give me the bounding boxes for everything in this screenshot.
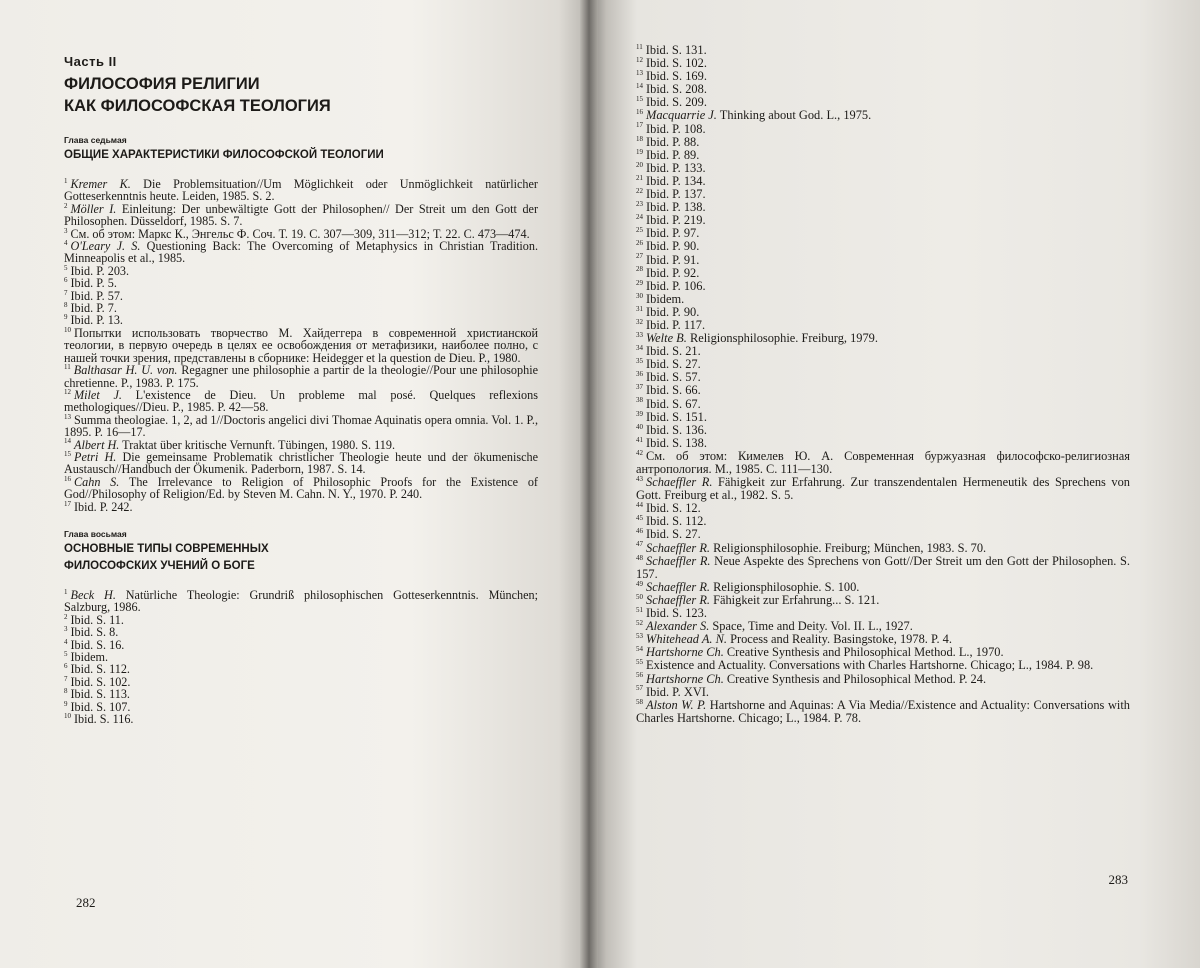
footnote-text: Hartshorne and Aquinas: A Via Media//Existence and Actuality: Conversations with Charles Hartshorne. Chicago; L., 1984. P. 78.: [636, 697, 1130, 725]
footnote: [636, 424, 1130, 437]
footnote: [636, 44, 1130, 57]
footnote-number: 23: [636, 200, 643, 208]
footnote-text: Ibid. S. 131.: [645, 43, 707, 57]
footnote-number: 4: [64, 637, 68, 646]
footnote-author: Beck H.: [70, 587, 116, 602]
footnote-number: 14: [636, 82, 643, 91]
footnote: [636, 411, 1130, 424]
footnote-text: Ibid. P. 57.: [70, 288, 123, 303]
footnote: [64, 389, 538, 414]
footnote-number: 37: [636, 383, 643, 392]
footnote-author: Albert H.: [74, 437, 120, 452]
footnote-text: Ibid. S. 57.: [646, 370, 701, 385]
footnote-number: 21: [636, 173, 643, 182]
footnote-text: Ibid. S. 102.: [70, 674, 131, 689]
footnote-text: Ibid. S. 123.: [646, 606, 707, 621]
footnote-text: Creative Synthesis and Philosophical Method. P. 24.: [723, 671, 987, 686]
footnote-text: Ibid. S. 151.: [646, 409, 707, 424]
footnote: [64, 290, 538, 302]
footnote-author: Möller I.: [70, 201, 117, 216]
footnote: [636, 254, 1130, 267]
footnote: [636, 162, 1130, 175]
footnote-text: Ibid. P. 134.: [646, 173, 706, 188]
footnote-number: 2: [64, 201, 68, 210]
footnote-text: Ibid. S. 27.: [646, 527, 701, 542]
footnote: [64, 451, 538, 476]
footnote-number: 16: [64, 474, 71, 483]
footnote: [636, 214, 1130, 227]
footnote-number: 34: [636, 344, 643, 353]
footnote-text: Ibid. S. 112.: [70, 662, 130, 677]
footnote-author: Schaeffler R.: [646, 579, 710, 594]
footnote-number: 9: [64, 313, 68, 322]
footnote-text: Ibid. S. 27.: [646, 357, 701, 372]
footnote-text: Ibid. P. 133.: [646, 160, 706, 175]
footnote: [636, 293, 1130, 306]
footnote-text: Space, Time and Deity. Vol. II. L., 1927.: [709, 619, 913, 634]
footnote-text: Traktat über kritische Vernunft. Tübingen, 1980. S. 119.: [119, 437, 396, 452]
footnote-number: 53: [636, 632, 643, 641]
footnote-text: Ibid. P. 90.: [646, 239, 700, 254]
footnote-author: Hartshorne Ch.: [646, 645, 724, 660]
chapter8-title-line2: ФИЛОСОФСКИХ УЧЕНИЙ О БОГЕ: [64, 559, 255, 572]
footnote-text: Ibid. P. 138.: [646, 200, 706, 215]
footnote-text: Ibid. S. 209.: [646, 95, 707, 110]
footnote-author: Schaeffler R.: [646, 592, 710, 607]
footnote: [64, 663, 538, 675]
footnote-number: 12: [64, 387, 71, 396]
footnote-number: 20: [636, 160, 643, 169]
footnote: [636, 149, 1130, 162]
footnote-text: Einleitung: Der unbewältigte Gott der Philosophen// Der Streit um den Gott der Philosophen. Düsseldorf, 1985. S. 7.: [64, 201, 538, 229]
footnote-text: Religionsphilosophie. Freiburg; München, 1983. S. 70.: [710, 540, 987, 555]
part-title: [64, 73, 538, 117]
footnote-text: Ibid. P. 106.: [646, 278, 706, 293]
chapter8-title-line1: ОСНОВНЫЕ ТИПЫ СОВРЕМЕННЫХ: [64, 542, 269, 555]
page-number-right: 283: [1108, 872, 1128, 887]
footnote-text: Ibid. S. 116.: [74, 712, 134, 727]
footnote-number: 12: [636, 55, 643, 64]
footnote: [64, 414, 538, 439]
footnote-text: Regagner une philosophie a partir de la theologie//Pour une philosophie chretienne. P., 1983. P. 175.: [64, 363, 538, 390]
chapter7-notes: [64, 178, 538, 513]
footnote-number: 30: [636, 291, 643, 300]
footnote: [64, 676, 538, 688]
chapter8-title: [64, 541, 538, 575]
footnote-number: 39: [636, 409, 643, 418]
footnote: [636, 384, 1130, 397]
footnote-number: 40: [636, 422, 643, 431]
footnote: [64, 701, 538, 713]
footnote: [636, 345, 1130, 358]
footnote-text: Ibid. P. 137.: [646, 187, 706, 202]
footnote-text: Ibid. S. 11.: [70, 612, 124, 627]
footnote-number: 17: [636, 121, 643, 130]
footnote: [64, 713, 538, 725]
footnote-number: 1: [64, 587, 68, 596]
footnote-author: Hartshorne Ch.: [646, 671, 724, 686]
footnote-number: 56: [636, 671, 643, 680]
chapter7-label: Глава седьмая: [64, 135, 127, 145]
part-title-line1: ФИЛОСОФИЯ РЕЛИГИИ: [64, 75, 260, 93]
footnote: [64, 265, 538, 277]
footnote-number: 49: [636, 579, 643, 588]
footnote-number: 15: [64, 449, 71, 458]
footnote-number: 27: [636, 252, 643, 261]
footnote-number: 18: [636, 134, 643, 143]
footnote-number: 47: [636, 540, 643, 549]
footnote: [64, 501, 538, 513]
part-label: Часть II: [64, 54, 117, 69]
footnote-text: Neue Aspekte des Sprechens von Gott//Der Streit um den Gott der Philosophen. S. 157.: [636, 553, 1130, 581]
footnote-text: Religionsphilosophie. S. 100.: [710, 579, 860, 594]
footnote-number: 3: [64, 226, 68, 235]
footnote: [64, 651, 538, 663]
footnote-text: Ibid. S. 67.: [646, 396, 701, 411]
footnote: [636, 502, 1130, 515]
footnote-text: Ibid. P. 117.: [646, 317, 706, 332]
footnote-number: 9: [64, 699, 68, 708]
footnote-number: 33: [636, 330, 643, 339]
footnote: [636, 109, 1130, 122]
footnote-text: Ibid. S. 16.: [70, 637, 125, 652]
footnote-number: 11: [636, 42, 643, 51]
footnote: [636, 450, 1130, 476]
footnote-text: Ibid. P. 219.: [646, 213, 706, 228]
footnote: [64, 327, 538, 364]
footnote-text: Ibid. S. 21.: [646, 344, 701, 359]
footnote-number: 36: [636, 370, 643, 379]
right-page-notes: [636, 44, 1130, 725]
footnote: [64, 688, 538, 700]
footnote-text: Ibid. P. 108.: [646, 121, 706, 136]
footnote-text: Ibid. P. 97.: [646, 226, 700, 241]
footnote-number: 3: [64, 625, 68, 634]
footnote-number: 5: [64, 263, 68, 272]
footnote: [64, 203, 538, 228]
footnote-text: Die Problemsituation//Um Möglichkeit oder Unmöglichkeit natürlicher Gotteserkenntnis heute. Leiden, 1985. S. 2.: [64, 177, 538, 204]
footnote-number: 6: [64, 276, 68, 285]
footnote-author: Alston W. P.: [646, 697, 707, 712]
footnote-number: 11: [64, 363, 71, 372]
left-page: [0, 0, 588, 968]
footnote-author: Cahn S.: [74, 474, 120, 489]
footnote-author: Schaeffler R.: [646, 553, 711, 568]
footnote-text: Ibid. P. 88.: [646, 134, 700, 149]
footnote: [64, 614, 538, 626]
footnote-number: 31: [636, 304, 643, 313]
footnote-number: 4: [64, 238, 68, 247]
footnote-text: Ibid. S. 102.: [646, 56, 707, 71]
footnote-text: Попытки использовать творчество М. Хайдеггера в современной христианской теологии, в первую очередь в целях ее освобождения от метафизики, наиболее полно, с нашей точки зрения, представлены в сборнике: Heidegger et la question de Dieu. P., 1980.: [64, 325, 538, 365]
footnote-text: Ibid. P. 92.: [646, 265, 700, 280]
book-gutter: [580, 0, 598, 968]
footnote-author: Milet J.: [74, 387, 122, 402]
footnote-number: 8: [64, 687, 68, 696]
footnote-text: Fähigkeit zur Erfahrung... S. 121.: [710, 592, 880, 607]
footnote-author: Welte B.: [646, 331, 687, 346]
footnote-number: 50: [636, 592, 643, 601]
footnote-text: Ibid. S. 66.: [646, 383, 701, 398]
footnote-text: Ibid. P. 203.: [70, 263, 130, 278]
footnote: [636, 227, 1130, 240]
footnote-text: Ibid. S. 136.: [646, 422, 707, 437]
footnote: [636, 57, 1130, 70]
footnote: [636, 83, 1130, 96]
footnote-number: 7: [64, 288, 68, 297]
footnote: [64, 589, 538, 614]
footnote-text: Ibid. S. 107.: [70, 699, 131, 714]
footnote-text: Ibid. S. 138.: [646, 435, 707, 450]
footnote-number: 13: [64, 412, 71, 421]
footnote-number: 57: [636, 684, 643, 693]
footnote-number: 25: [636, 226, 643, 235]
footnote: [636, 358, 1130, 371]
footnote-number: 13: [636, 69, 643, 78]
footnote-number: 38: [636, 396, 643, 405]
footnote-text: Thinking about God. L., 1975.: [716, 108, 872, 123]
footnote: [636, 371, 1130, 384]
footnote-text: Existence and Actuality. Conversations with Charles Hartshorne. Chicago; L., 1984. P. 98.: [646, 658, 1094, 673]
footnote-number: 43: [636, 474, 643, 483]
footnote-number: 6: [64, 662, 68, 671]
footnote-text: Ibid. P. XVI.: [646, 684, 709, 699]
footnote-author: Whitehead A. N.: [646, 632, 727, 647]
footnote: [636, 398, 1130, 411]
footnote: [636, 175, 1130, 188]
footnote: [636, 123, 1130, 136]
footnote: [64, 639, 538, 651]
footnote: [636, 515, 1130, 528]
footnote: [64, 302, 538, 314]
footnote-text: Ibidem.: [70, 650, 109, 664]
footnote-number: 24: [636, 213, 643, 222]
footnote-author: O'Leary J. S.: [70, 239, 141, 254]
footnote-number: 17: [64, 499, 71, 508]
footnote: [636, 201, 1130, 214]
footnote-number: 48: [636, 553, 643, 562]
footnote-text: Summa theologiae. 1, 2, ad 1//Doctoris angelici divi Thomae Aquinatis opera omnia. Vol. 1. P., 1895. P. 16—17.: [64, 412, 538, 440]
footnote-text: Ibid. S. 12.: [646, 501, 701, 516]
footnote-author: Macquarrie J.: [646, 108, 717, 123]
footnote-number: 10: [64, 325, 71, 334]
footnote-text: The Irrelevance to Religion of Philosophic Proofs for the Existence of God//Philosophy of Religion/Ed. by Steven M. Cahn. N. Y., 1970. P. 240.: [64, 474, 538, 502]
footnote: [636, 280, 1130, 293]
footnote-text: Process and Reality. Basingstoke, 1978. P. 4.: [727, 632, 952, 647]
footnote-number: 19: [636, 147, 643, 156]
part-title-line2: КАК ФИЛОСОФСКАЯ ТЕОЛОГИЯ: [64, 97, 331, 115]
footnote-number: 46: [636, 527, 643, 536]
footnote: [64, 178, 538, 203]
footnote-author: Balthasar H. U. von.: [73, 363, 178, 378]
footnote: [64, 476, 538, 501]
footnote-number: 14: [64, 437, 71, 446]
footnote-text: См. об этом: Маркс К., Энгельс Ф. Соч. Т. 19. С. 307—309, 311—312; Т. 22. С. 473—474.: [70, 226, 530, 241]
footnote: [636, 188, 1130, 201]
footnote: [636, 594, 1130, 607]
footnote-author: Schaeffler R.: [646, 540, 710, 555]
footnote-author: Kremer K.: [70, 177, 131, 191]
footnote: [636, 476, 1130, 502]
footnote-number: 8: [64, 301, 68, 309]
footnote-text: Natürliche Theologie: Grundriß philosophischen Gotteserkenntnis. München; Salzburg, 1986.: [64, 587, 538, 615]
footnote-number: 1: [64, 176, 68, 185]
footnote: [636, 673, 1130, 686]
footnote-number: 16: [636, 108, 643, 117]
footnote-number: 29: [636, 278, 643, 287]
footnote-number: 44: [636, 501, 643, 510]
footnote-number: 51: [636, 605, 643, 614]
footnote: [636, 267, 1130, 280]
footnote-text: Ibid. S. 208.: [646, 82, 707, 97]
footnote-text: Questioning Back: The Overcoming of Metaphysics in Christian Tradition. Minneapolis et al., 1985.: [64, 239, 538, 266]
footnote-author: Petri H.: [74, 449, 117, 464]
footnote-text: L'existence de Dieu. Un probleme mal posé. Quelques reflexions methologiques//Dieu. P., 1985. P. 42—58.: [64, 387, 538, 415]
footnote-text: Ibid. S. 113.: [70, 687, 130, 702]
right-page: [588, 0, 1200, 968]
footnote-text: Ibid. P. 242.: [74, 499, 133, 514]
footnote-number: 22: [636, 186, 643, 195]
footnote-text: Ibid. P. 91.: [646, 252, 700, 267]
footnote-number: 7: [64, 674, 68, 683]
footnote: [636, 306, 1130, 319]
footnote-text: Ibid. P. 5.: [70, 276, 117, 291]
footnote-text: Religionsphilosophie. Freiburg, 1979.: [686, 331, 878, 346]
footnote-number: 10: [64, 711, 71, 720]
footnote: [64, 240, 538, 265]
footnote-text: Fähigkeit zur Erfahrung. Zur transzendentalen Hermeneutik des Sprechens von Gott. Freiburg et al., 1982. S. 5.: [636, 475, 1130, 503]
footnote-text: См. об этом: Кимелев Ю. А. Современная буржуазная философско-религиозная антропология. М., 1985. С. 111—130.: [636, 448, 1130, 476]
footnote-text: Ibid. S. 112.: [646, 514, 707, 529]
chapter7-title: ОБЩИЕ ХАРАКТЕРИСТИКИ ФИЛОСОФСКОЙ ТЕОЛОГИИ: [64, 149, 384, 161]
footnote: [636, 70, 1130, 83]
chapter8-label: Глава восьмая: [64, 528, 127, 539]
footnote: [636, 555, 1130, 581]
footnote-text: Ibidem.: [646, 291, 685, 306]
footnote-number: 45: [636, 514, 643, 523]
footnote-number: 15: [636, 95, 643, 104]
footnote-number: 58: [636, 697, 643, 706]
chapter8-notes: [64, 589, 538, 725]
footnote-text: Ibid. S. 169.: [646, 69, 707, 84]
footnote-author: Alexander S.: [646, 619, 710, 634]
footnote-number: 2: [64, 612, 68, 621]
footnote-text: Creative Synthesis and Philosophical Method. L., 1970.: [723, 645, 1004, 660]
footnote-number: 42: [636, 448, 643, 457]
footnote-text: Ibid. P. 89.: [646, 147, 700, 162]
footnote: [636, 240, 1130, 253]
footnote: [64, 277, 538, 289]
footnote-number: 5: [64, 649, 68, 658]
footnote-number: 55: [636, 658, 643, 667]
footnote: [64, 364, 538, 389]
footnote: [64, 626, 538, 638]
footnote-number: 26: [636, 239, 643, 248]
footnote-number: 52: [636, 619, 643, 627]
footnote-number: 32: [636, 317, 643, 326]
footnote: [636, 332, 1130, 345]
footnote-number: 28: [636, 265, 643, 274]
footnote-number: 41: [636, 435, 643, 444]
footnote-text: Ibid. S. 8.: [70, 625, 119, 640]
footnote-text: Die gemeinsame Problematik christlicher Theologie heute und der ökumenische Austausch//Handbuch der Ökumenik. Paderborn, 1987. S. 14.: [64, 449, 539, 477]
page-number-left: 282: [76, 895, 96, 910]
footnote-number: 54: [636, 645, 643, 654]
footnote-number: 35: [636, 357, 643, 366]
footnote-text: Ibid. P. 7.: [70, 301, 117, 316]
footnote: [636, 136, 1130, 149]
footnote-text: Ibid. P. 13.: [70, 313, 123, 328]
footnote-author: Schaeffler R.: [646, 475, 713, 490]
footnote-text: Ibid. P. 90.: [646, 304, 700, 319]
footnote: [636, 699, 1130, 725]
